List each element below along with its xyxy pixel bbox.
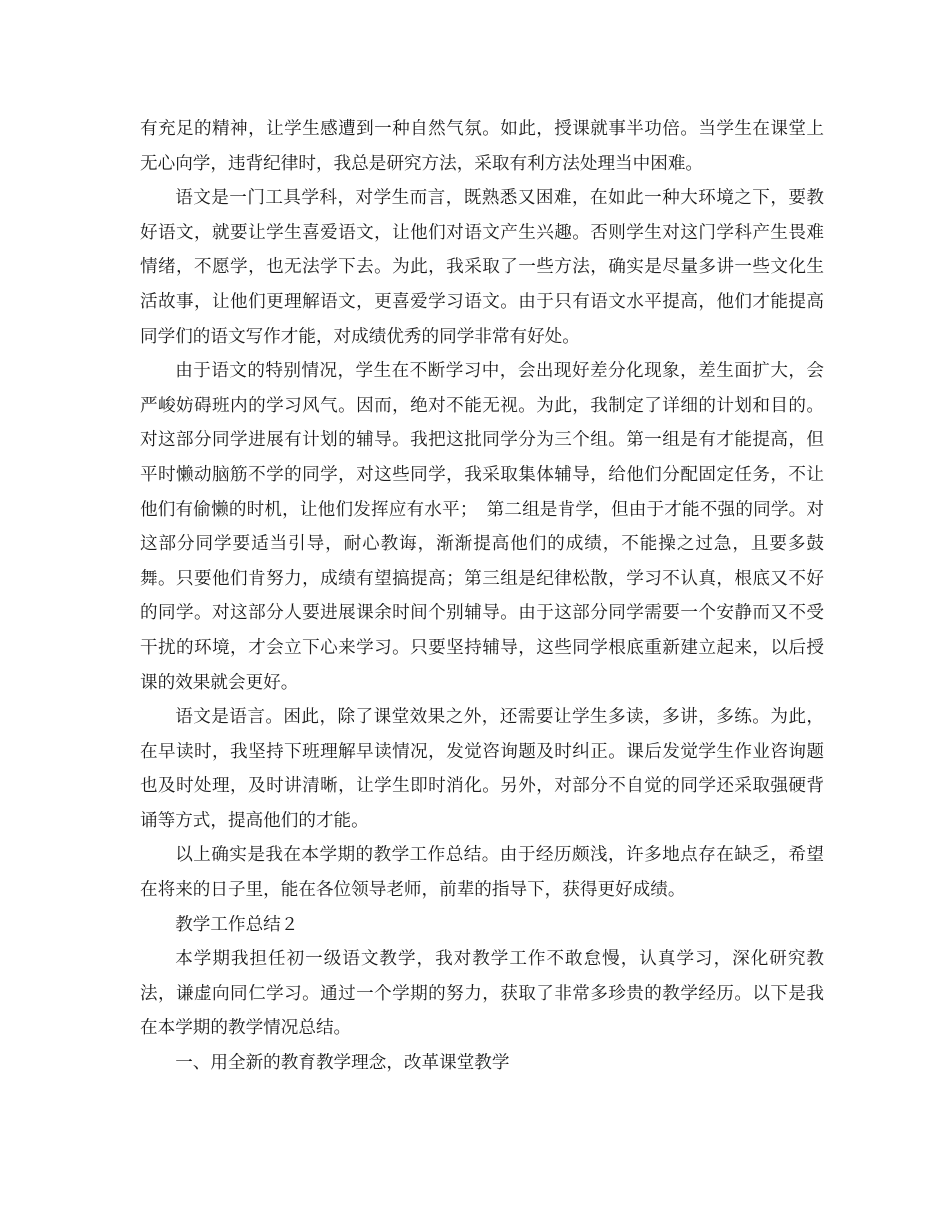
section-title-summary-2: 教学工作总结２: [175, 914, 299, 935]
paragraph-1: 有充足的精神，让学生感遭到一种自然气氛。如此，授课就事半功倍。当学生在课堂上无心向学，违背纪律时，我总是研究方法，采取有利方法处理当中困难。: [140, 119, 824, 174]
section-heading-1: 一、用全新的教育教学理念，改革课堂教学: [175, 1053, 510, 1074]
paragraph-5: 以上确实是我在本学期的教学工作总结。由于经历颇浅，许多地点存在缺乏，希望在将来的日子里，能在各位领导老师，前辈的指导下，获得更好成绩。: [140, 845, 824, 901]
paragraph-6: 本学期我担任初一级语文教学，我对教学工作不敢怠慢，认真学习，深化研究教法，谦虚向同仁学习。通过一个学期的努力，获取了非常多珍贵的教学经历。以下是我在本学期的教学情况总结。: [140, 949, 824, 1039]
paragraph-3: 由于语文的特别情况，学生在不断学习中，会出现好差分化现象，差生面扩大，会严峻妨碍班内的学习风气。因而，绝对不能无视。为此，我制定了详细的计划和目的。对这部分同学进展有计划的辅导。我把这批同学分为三个组。第一组是有才能提高，但平时懒动脑筋不学的同学，对这些同学，我采取集体辅导，给他们分配固定任务，不让他们有偷懒的时机，让他们发挥应有水平； 第二组是肯学，但由于才能不强的同学。对这部分同学要适当引导，耐心教诲，渐渐提高他们的成绩，不能操之过急，且要多鼓舞。只要他们肯努力，成绩有望搞提高；第三组是纪律松散，学习不认真，根底又不好的同学。对这部分人要进展课余时间个别辅导。由于这部分同学需要一个安静而又不受干扰的环境，才会立下心来学习。只要坚持辅导，这些同学根底重新建立起来，以后授课的效果就会更好。: [140, 361, 824, 693]
paragraph-2: 语文是一门工具学科，对学生而言，既熟悉又困难，在如此一种大环境之下，要教好语文，就要让学生喜爱语文，让他们对语文产生兴趣。否则学生对这门学科产生畏难情绪，不愿学，也无法学下去。为此，我采取了一些方法，确实是尽量多讲一些文化生活故事，让他们更理解语文，更喜爱学习语文。由于只有语文水平提高，他们才能提高同学们的语文写作才能，对成绩优秀的同学非常有好处。: [140, 188, 824, 347]
document-page: [140, 112, 824, 1081]
paragraph-4: 语文是语言。困此，除了课堂效果之外，还需要让学生多读，多讲，多练。为此，在早读时，我坚持下班理解早读情况，发觉咨询题及时纠正。课后发觉学生作业咨询题也及时处理，及时讲清晰，让学生即时消化。另外，对部分不自觉的同学还采取强硬背诵等方式，提高他们的才能。: [140, 707, 824, 831]
